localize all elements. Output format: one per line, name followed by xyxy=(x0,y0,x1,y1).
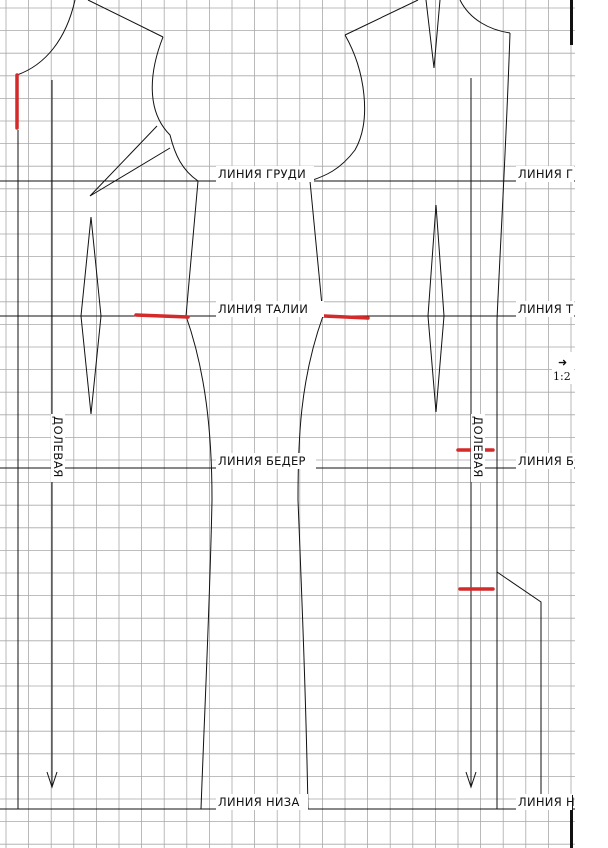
hip-label-right: ЛИНИЯ Б xyxy=(518,454,575,468)
front-shoulder xyxy=(345,0,418,35)
waist-label-right: ЛИНИЯ Т xyxy=(518,302,574,316)
back-shoulder xyxy=(88,0,163,37)
front-neckline xyxy=(460,0,510,33)
front-side-seam xyxy=(298,181,323,809)
grain-label-left: ДОЛЕВАЯ xyxy=(51,416,65,478)
edge-bars xyxy=(570,0,573,848)
chest-label-right: ЛИНИЯ Г xyxy=(518,167,574,181)
back-shoulder-dart xyxy=(90,126,170,196)
construction-lines xyxy=(0,130,575,809)
scale-ratio: 1:2 xyxy=(553,370,571,383)
red-mark-front-waist xyxy=(324,316,368,318)
edge-bar-top xyxy=(570,0,573,45)
back-armhole xyxy=(152,37,198,181)
front-chest-dart xyxy=(426,0,440,68)
front-armhole xyxy=(310,35,365,181)
hip-label: ЛИНИЯ БЕДЕР xyxy=(218,454,306,468)
front-waist-dart xyxy=(428,205,444,412)
hem-label-right: ЛИНИЯ Н xyxy=(518,795,575,809)
back-side-seam xyxy=(186,181,212,809)
labels xyxy=(51,166,575,810)
back-neckline xyxy=(17,0,75,75)
hem-label: ЛИНИЯ НИЗА xyxy=(218,795,300,809)
grain-arrows xyxy=(47,78,476,787)
waist-label: ЛИНИЯ ТАЛИИ xyxy=(218,302,309,316)
scale-arrow-icon: ➜ xyxy=(558,356,568,369)
chest-label: ЛИНИЯ ГРУДИ xyxy=(218,167,306,181)
grain-label-right: ДОЛЕВАЯ xyxy=(471,416,485,478)
red-mark-back-waist xyxy=(136,315,188,317)
